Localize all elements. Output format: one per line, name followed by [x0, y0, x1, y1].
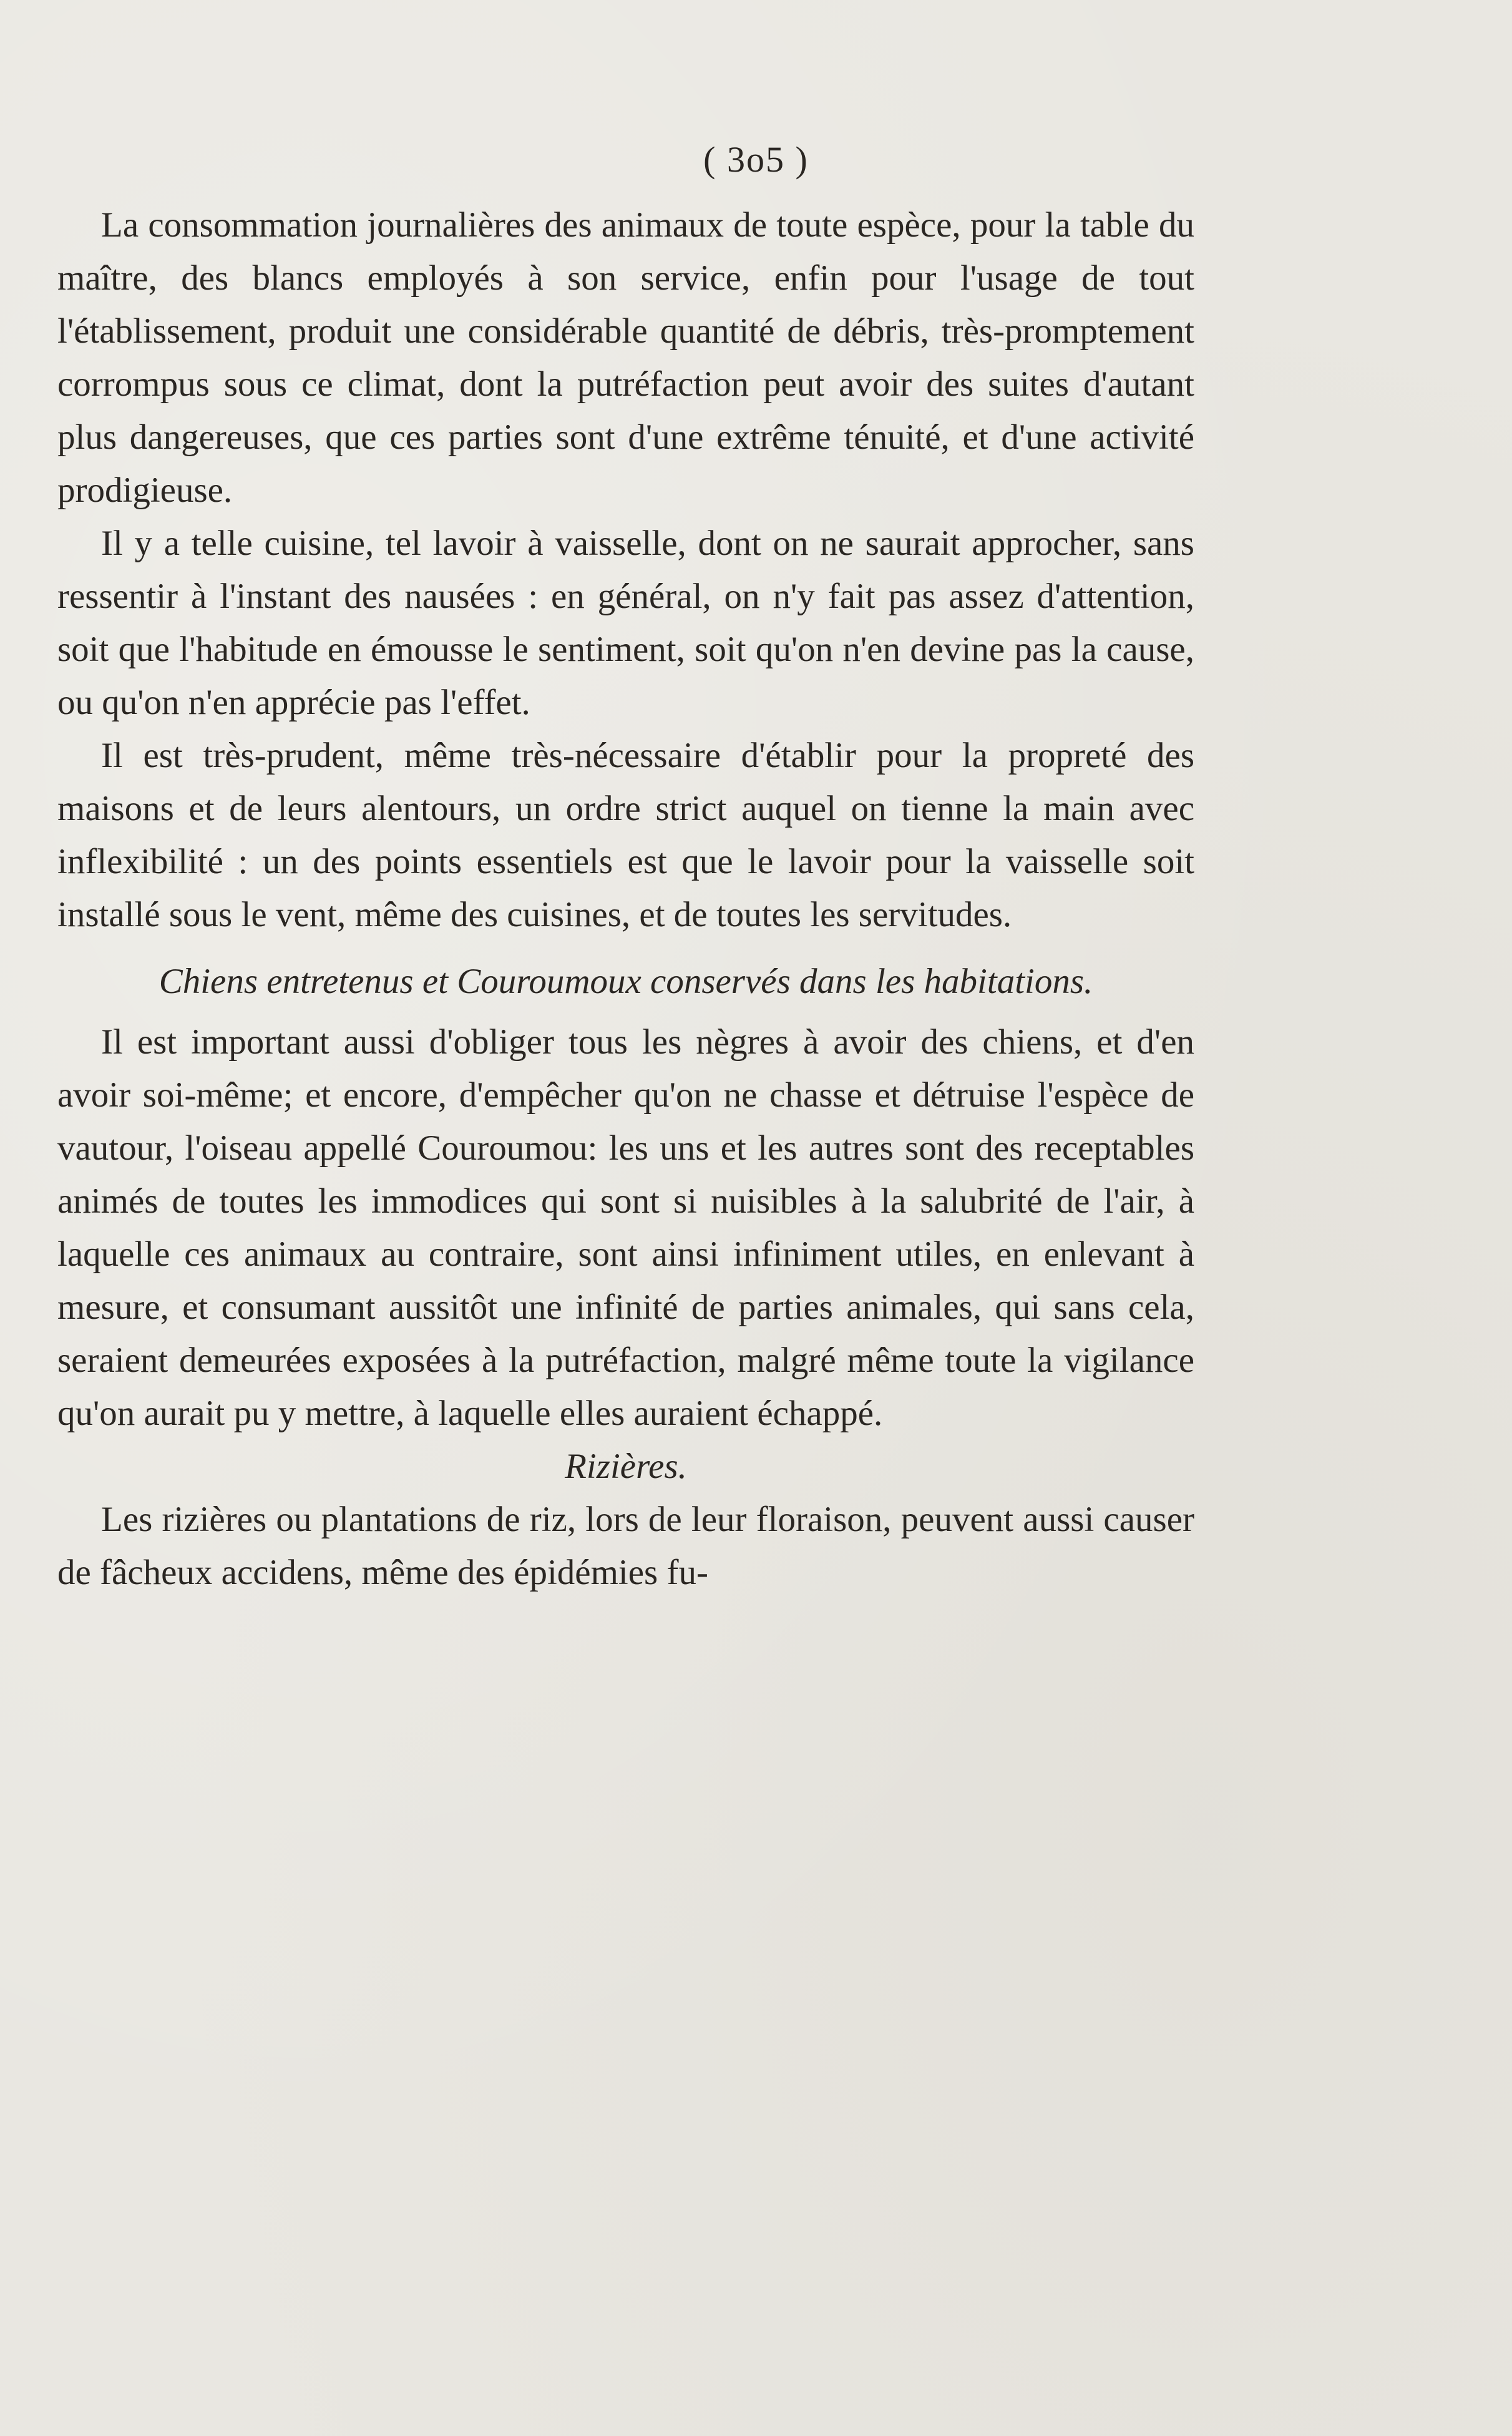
paragraph-rizieres: Les rizières ou plantations de riz, lors de leur floraison, peuvent aussi causer de fâcheux accidens, même des épidémies fu- [57, 1500, 1194, 1592]
section-heading-rizieres: Rizières. [565, 1447, 687, 1486]
paragraph-chiens: Il est important aussi d'obliger tous les nègres à avoir des chiens, et d'en avoir soi-même; et encore, d'empêcher qu'on ne chasse et détruise l'espèce de vautour, l'oiseau appellé Couroumou: les uns et les autres sont des receptables animés de toutes les immodices qui sont si nuisibles à la salubrité de l'air, à laquelle ces animaux au contraire, sont ainsi infiniment utiles, en enlevant à mesure, et consumant aussitôt une infinité de parties animales, qui sans cela, seraient demeurées exposées à la putréfaction, malgré même toute la vigilance qu'on aurait pu y mettre, à laquelle elles auraient échappé. [57, 1022, 1194, 1433]
paragraph-cuisine: Il y a telle cuisine, tel lavoir à vaisselle, dont on ne saurait approcher, sans ressentir à l'instant des nausées : en général, on n'y fait pas assez d'attention, soit que l'habitude en émousse le sentiment, soit qu'on n'en devine pas la cause, ou qu'on n'en apprécie pas l'effet. [57, 524, 1194, 722]
paragraph-proprete: Il est très-prudent, même très-nécessaire d'établir pour la propreté des maisons et de leurs alentours, un ordre strict auquel on tienne la main avec inflexibilité : un des points essentiels est que le lavoir pour la vaisselle soit installé sous le vent, même des cuisines, et de toutes les servitudes. [57, 736, 1194, 934]
section-heading-chiens: Chiens entretenus et Couroumoux conservés dans les habitations. [159, 962, 1093, 1001]
paragraph-consommation: La consommation journalières des animaux de toute espèce, pour la table du maître, des blancs employés à son service, enfin pour l'usage de tout l'établissement, produit une considérable quantité de débris, très-promptement corrompus sous ce climat, dont la putréfaction peut avoir des suites d'autant plus dangereuses, que ces parties sont d'une extrême ténuité, et d'une activité prodigieuse. [57, 205, 1194, 510]
text-block [57, 198, 1194, 1599]
page-number: ( 3o5 ) [703, 139, 809, 180]
